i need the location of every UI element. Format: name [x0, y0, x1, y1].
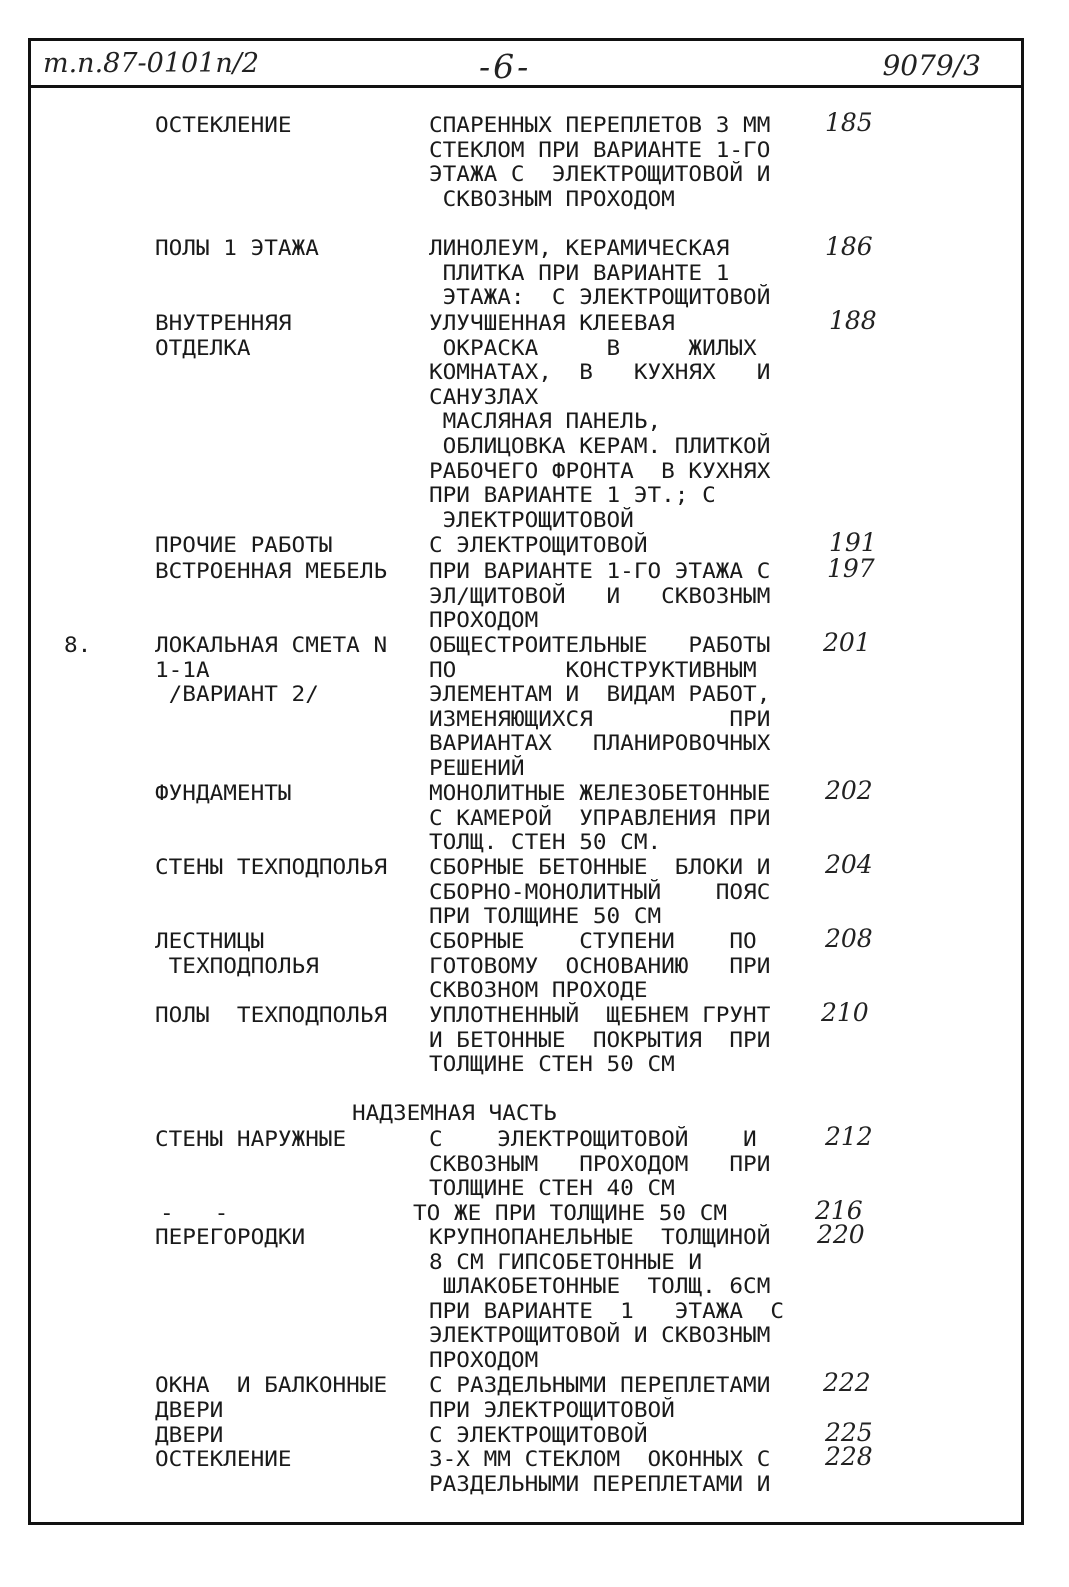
item-name: ВНУТРЕННЯЯ ОТДЕЛКА	[155, 311, 292, 360]
item-name: ФУНДАМЕНТЫ	[155, 781, 292, 805]
item-name: ДВЕРИ	[155, 1423, 224, 1447]
item-number: 8.	[64, 633, 92, 657]
item-description: СБОРНЫЕ БЕТОННЫЕ БЛОКИ И СБОРНО-МОНОЛИТНЫЙ ПОЯС ПРИ ТОЛЩИНЕ 50 СМ	[429, 855, 771, 929]
item-description: С ЭЛЕКТРОЩИТОВОЙ	[429, 533, 648, 557]
item-name: ОКНА И БАЛКОННЫЕ ДВЕРИ	[155, 1373, 388, 1422]
item-description: 3-Х ММ СТЕКЛОМ ОКОННЫХ С РАЗДЕЛЬНЫМИ ПЕРЕПЛЕТАМИ И	[429, 1447, 771, 1496]
document-code: т.п.87-0101п/2	[43, 48, 260, 79]
section-heading: НАДЗЕМНАЯ ЧАСТЬ	[352, 1101, 557, 1125]
item-description: ОБЩЕСТРОИТЕЛЬНЫЕ РАБОТЫ ПО КОНСТРУКТИВНЫМ ЭЛЕМЕНТАМ И ВИДАМ РАБОТ, ИЗМЕНЯЮЩИХСЯ ПРИ ВАРИАНТАХ ПЛАНИРОВОЧНЫХ РЕШЕНИЙ	[429, 633, 771, 780]
item-description: ПРИ ВАРИАНТЕ 1-ГО ЭТАЖА С ЭЛ/ЩИТОВОЙ И СКВОЗНЫМ ПРОХОДОМ	[429, 559, 771, 633]
item-name: ЛЕСТНИЦЫ ТЕХПОДПОЛЬЯ	[155, 929, 319, 978]
item-description: С ЭЛЕКТРОЩИТОВОЙ	[429, 1423, 648, 1447]
item-page: 212	[825, 1122, 873, 1151]
item-description: С РАЗДЕЛЬНЫМИ ПЕРЕПЛЕТАМИ ПРИ ЭЛЕКТРОЩИТОВОЙ	[429, 1373, 771, 1422]
item-name: ОСТЕКЛЕНИЕ	[155, 1447, 292, 1471]
item-page: 202	[825, 776, 873, 805]
item-page: 210	[821, 998, 869, 1027]
archive-number: 9079/3	[882, 49, 981, 82]
item-page: 228	[825, 1442, 873, 1471]
item-description: СБОРНЫЕ СТУПЕНИ ПО ГОТОВОМУ ОСНОВАНИЮ ПРИ СКВОЗНОМ ПРОХОДЕ	[429, 929, 771, 1003]
item-page: 204	[825, 850, 873, 879]
item-page: 197	[827, 554, 875, 583]
item-page: 188	[829, 306, 877, 335]
item-name: ПОЛЫ 1 ЭТАЖА	[155, 236, 319, 260]
item-description: СПАРЕННЫХ ПЕРЕПЛЕТОВ 3 ММ СТЕКЛОМ ПРИ ВАРИАНТЕ 1-ГО ЭТАЖА С ЭЛЕКТРОЩИТОВОЙ И СКВОЗНЫМ ПРОХОДОМ	[429, 113, 771, 211]
item-name: ЛОКАЛЬНАЯ СМЕТА N 1-1А /ВАРИАНТ 2/	[155, 633, 388, 707]
item-page: 216	[815, 1196, 863, 1225]
item-description: ЛИНОЛЕУМ, КЕРАМИЧЕСКАЯ ПЛИТКА ПРИ ВАРИАНТЕ 1 ЭТАЖА: С ЭЛЕКТРОЩИТОВОЙ	[429, 236, 771, 310]
title-block	[31, 41, 1021, 88]
item-page: 225	[825, 1418, 873, 1447]
item-name: СТЕНЫ НАРУЖНЫЕ	[155, 1127, 347, 1151]
item-description: С ЭЛЕКТРОЩИТОВОЙ И СКВОЗНЫМ ПРОХОДОМ ПРИ ТОЛЩИНЕ СТЕН 40 СМ	[429, 1127, 771, 1201]
item-description: ТО ЖЕ ПРИ ТОЛЩИНЕ 50 СМ	[413, 1201, 728, 1225]
page-number: -6-	[479, 47, 532, 86]
item-name: ОСТЕКЛЕНИЕ	[155, 113, 292, 137]
item-page: 222	[823, 1368, 871, 1397]
item-page: 201	[823, 628, 871, 657]
item-page: 220	[817, 1220, 865, 1249]
item-page: 191	[829, 528, 877, 557]
item-page: 185	[825, 108, 873, 137]
item-name: СТЕНЫ ТЕХПОДПОЛЬЯ	[155, 855, 388, 879]
item-description: МОНОЛИТНЫЕ ЖЕЛЕЗОБЕТОННЫЕ С КАМЕРОЙ УПРАВЛЕНИЯ ПРИ ТОЛЩ. СТЕН 50 СМ.	[429, 781, 771, 855]
item-name: ВСТРОЕННАЯ МЕБЕЛЬ	[155, 559, 388, 583]
item-name: ПРОЧИЕ РАБОТЫ	[155, 533, 333, 557]
item-page: 186	[825, 232, 873, 261]
item-description: УЛУЧШЕННАЯ КЛЕЕВАЯ ОКРАСКА В ЖИЛЫХ КОМНАТАХ, В КУХНЯХ И САНУЗЛАХ МАСЛЯНАЯ ПАНЕЛЬ, ОБЛИЦОВКА КЕРАМ. ПЛИТКОЙ РАБОЧЕГО ФРОНТА В КУХНЯХ ПРИ ВАРИАНТЕ 1 ЭТ.; С ЭЛЕКТРОЩИТОВОЙ	[429, 311, 771, 532]
item-page: 208	[825, 924, 873, 953]
item-name: ПОЛЫ ТЕХПОДПОЛЬЯ	[155, 1003, 388, 1027]
item-description: УПЛОТНЕННЫЙ ЩЕБНЕМ ГРУНТ И БЕТОННЫЕ ПОКРЫТИЯ ПРИ ТОЛЩИНЕ СТЕН 50 СМ	[429, 1003, 771, 1077]
item-description: КРУПНОПАНЕЛЬНЫЕ ТОЛЩИНОЙ 8 СМ ГИПСОБЕТОННЫЕ И ШЛАКОБЕТОННЫЕ ТОЛЩ. 6СМ ПРИ ВАРИАНТЕ 1 ЭТАЖА С ЭЛЕКТРОЩИТОВОЙ И СКВОЗНЫМ ПРОХОДОМ	[429, 1225, 785, 1372]
item-name: - -	[160, 1201, 229, 1225]
item-name: ПЕРЕГОРОДКИ	[155, 1225, 306, 1249]
